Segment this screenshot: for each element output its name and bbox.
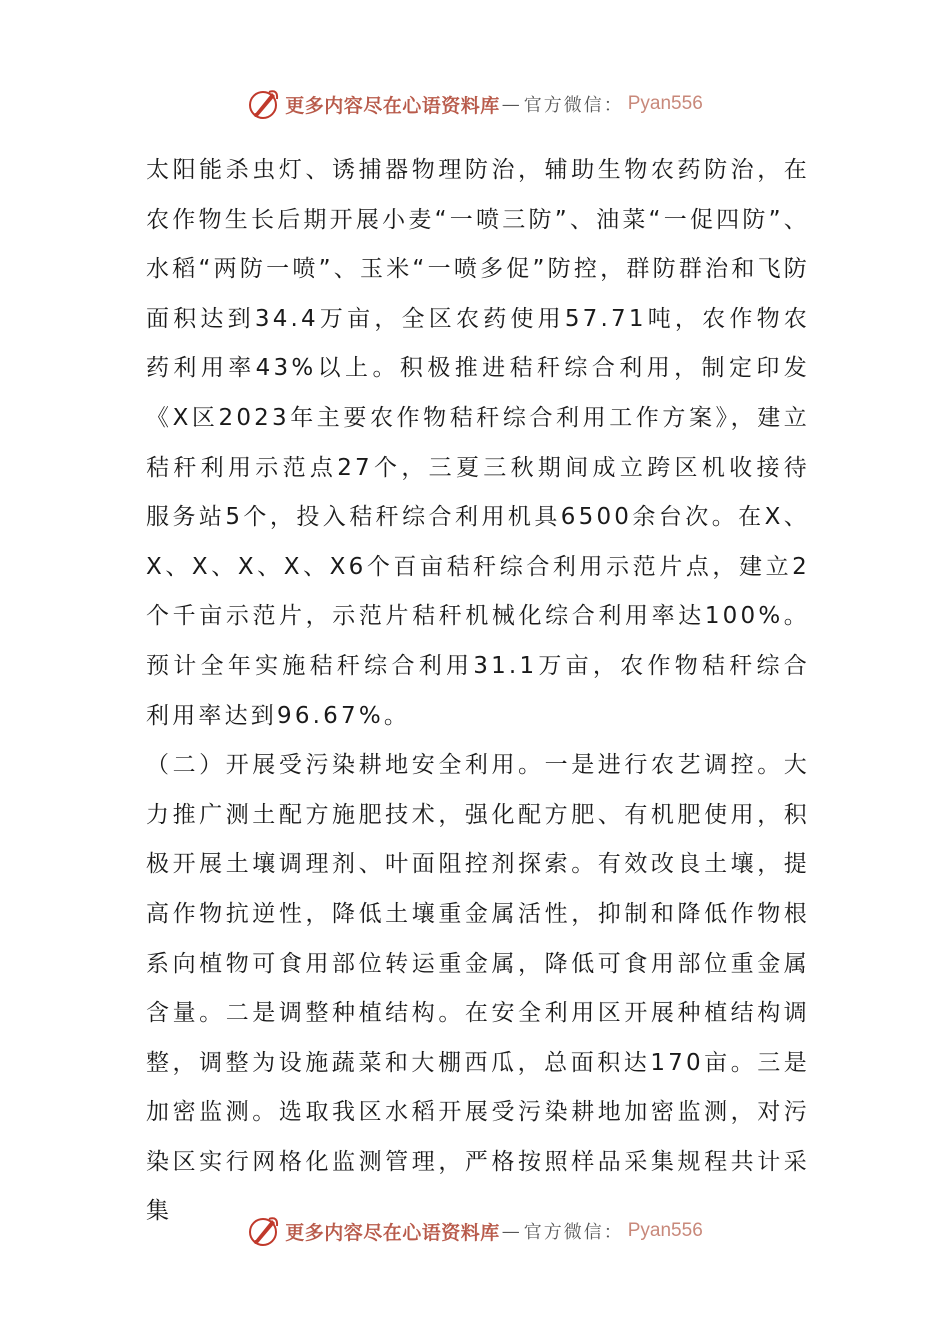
watermark-label: 官方微信： <box>523 95 624 116</box>
footer-watermark <box>0 1211 950 1251</box>
quill-logo-icon <box>247 1214 281 1248</box>
paragraph-2: （二）开展受污染耕地安全利用。一是进行农艺调控。大力推广测土配方施肥技术，强化配方肥、有机肥使用，积极开展土壤调理剂、叶面阻控剂探索。有效改良土壤，提高作物抗逆性，降低土壤重金属活性，抑制和降低作物根系向植物可食用部位转运重金属，降低可食用部位重金属含量。二是调整种植结构。在安全利用区开展种植结构调整，调整为设施蔬菜和大棚西瓜，总面积达170亩。三是加密监测。选取我区水稻开展受污染耕地加密监测，对污染区实行网格化监测管理，严格按照样品采集规程共计采集 <box>146 752 810 1225</box>
header-watermark <box>0 84 950 124</box>
watermark-dash: — <box>501 93 522 115</box>
quill-logo-icon <box>247 87 281 121</box>
paragraph-1: 太阳能杀虫灯、诱捕器物理防治，辅助生物农药防治，在农作物生长后期开展小麦“一喷三防”、油菜“一促四防”、水稻“两防一喷”、玉米“一喷多促”防控，群防群治和飞防面积达到34.4万亩，全区农药使用57.71吨，农作物农药利用率43%以上。积极推进秸秆综合利用，制定印发《X区2023年主要农作物秸秆综合利用工作方案》，建立秸秆利用示范点27个，三夏三秋期间成立跨区机收接待服务站5个，投入秸秆综合利用机具6500余台次。在X、X、X、X、X、X6个百亩秸秆综合利用示范片点，建立2个千亩示范片，示范片秸秆机械化综合利用率达100%。预计全年实施秸秆综合利用31.1万亩，农作物秸秆综合利用率达到96.67%。 <box>146 157 810 729</box>
watermark-wechat-id: Pyan556 <box>627 1220 703 1241</box>
watermark-title: 更多内容尽在心语资料库 <box>285 94 500 117</box>
watermark-label: 官方微信： <box>523 1222 624 1243</box>
watermark-dash: — <box>501 1220 522 1242</box>
watermark-title: 更多内容尽在心语资料库 <box>285 1221 500 1244</box>
document-body <box>146 146 810 1237</box>
watermark-wechat-id: Pyan556 <box>627 93 703 114</box>
